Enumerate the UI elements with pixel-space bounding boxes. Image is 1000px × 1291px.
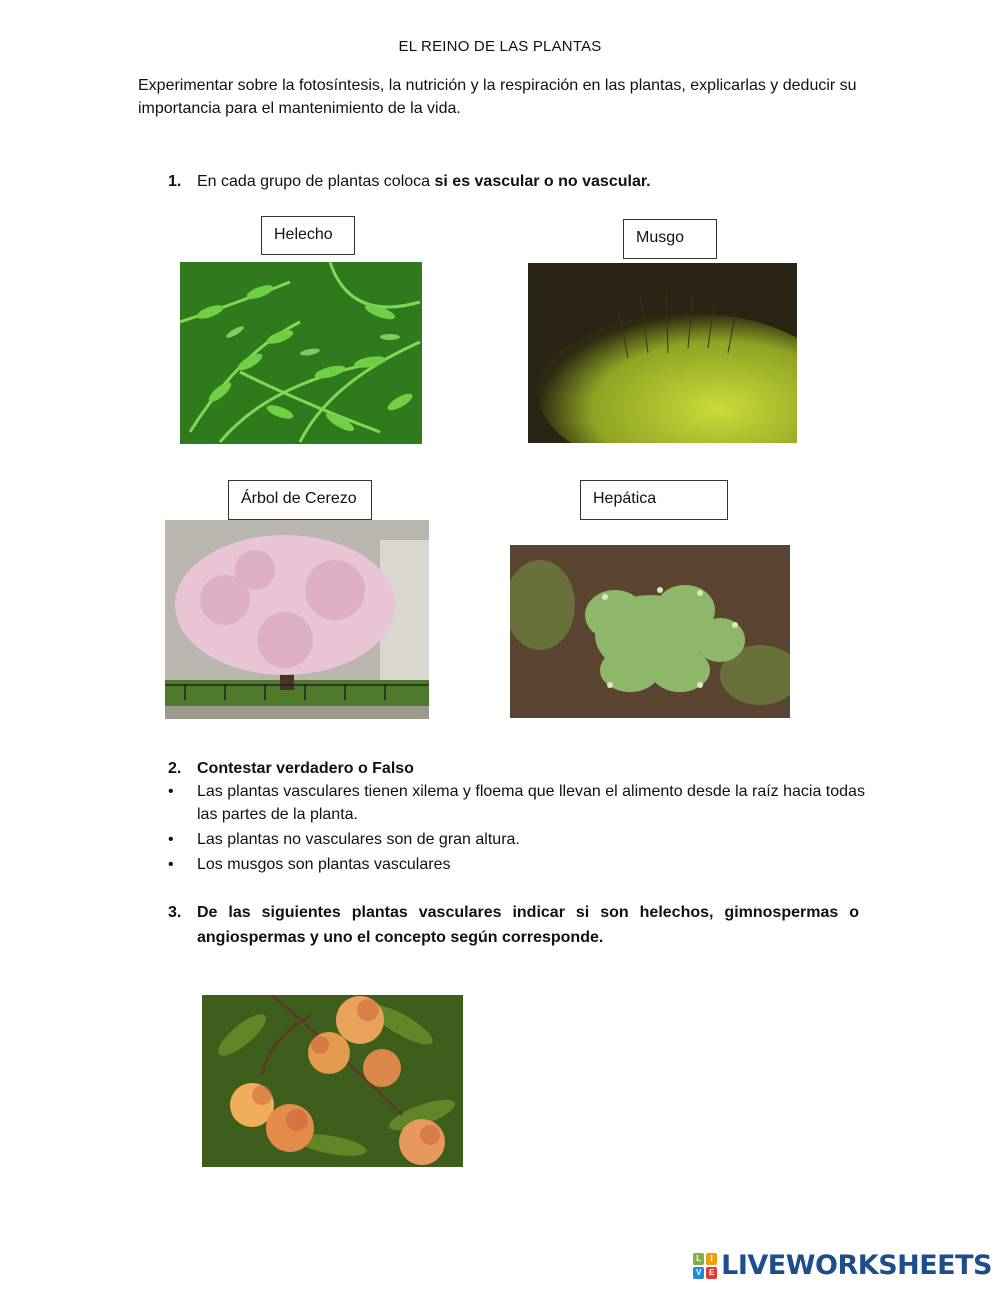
question-1-text: En cada grupo de plantas coloca	[197, 173, 435, 190]
question-2-number: 2.	[168, 760, 182, 777]
true-false-list	[168, 780, 868, 878]
question-2-title: Contestar verdadero o Falso	[197, 760, 414, 777]
list-item: • Las plantas no vasculares son de gran altura.	[168, 828, 868, 851]
question-3-text: De las siguientes plantas vasculares indicar si son helechos, gimnospermas o angiospermas y uno el concepto según corresponde.	[197, 904, 859, 946]
page-title: EL REINO DE LAS PLANTAS	[398, 38, 602, 55]
label-box-helecho: Helecho	[261, 216, 355, 255]
question-1-number: 1.	[168, 173, 182, 190]
cherry-tree-image	[165, 520, 429, 719]
label-box-musgo: Musgo	[623, 219, 717, 259]
brand-name: LIVEWORKSHEETS	[721, 1250, 992, 1281]
moss-image	[528, 263, 797, 443]
liverwort-image	[510, 545, 790, 718]
liveworksheets-logo-icon: L I V E	[693, 1253, 717, 1279]
list-item: • Las plantas vasculares tienen xilema y floema que llevan el alimento desde la raíz hacia todas las partes de la planta.	[168, 780, 868, 826]
fern-image	[180, 262, 422, 444]
label-box-arbol-de-cerezo: Árbol de Cerezo	[228, 480, 372, 520]
question-3-number: 3.	[168, 904, 182, 921]
intro-paragraph: Experimentar sobre la fotosíntesis, la nutrición y la respiración en las plantas, explicarlas y deducir su importancia para el mantenimiento de la vida.	[138, 77, 857, 117]
liveworksheets-brand[interactable]	[693, 1250, 992, 1281]
label-box-hepatica: Hepática	[580, 480, 728, 520]
peach-image	[202, 995, 463, 1167]
list-item: • Los musgos son plantas vasculares	[168, 853, 868, 876]
question-1-emphasis: si es vascular o no vascular.	[434, 173, 651, 190]
